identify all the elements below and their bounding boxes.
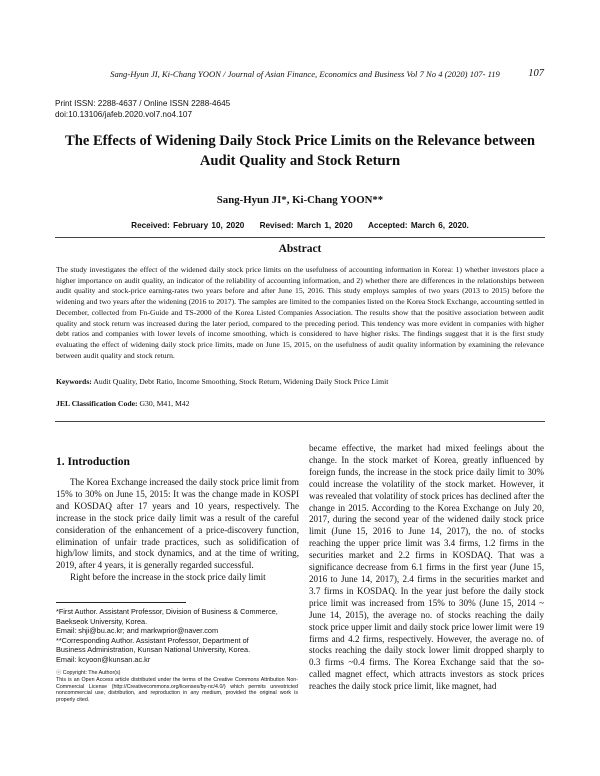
- issn-block: [55, 99, 230, 120]
- copyright-icon: ⓒ: [56, 670, 63, 676]
- doi-line: doi:10.13106/jafeb.2020.vol7.no4.107: [55, 109, 193, 119]
- authors: Sang-Hyun JI*, Ki-Chang YOON**: [216, 194, 384, 206]
- jel-text: G30, M41, M42: [139, 399, 190, 408]
- keywords-label: Keywords:: [56, 377, 92, 386]
- license-text: This is an Open Access article distributed under the terms of the Creative Commons Attribution Non-Commercial License (http://Creativecommons.org/licenses/by-nc/4.0/) which permits unrestricted noncommercial use, distribution, and reproduction in any medium, provided the original work is properly cited.: [56, 676, 298, 704]
- keywords: [56, 377, 546, 386]
- footnote-email: Email: kcyoon@kunsan.ac.kr: [56, 654, 151, 664]
- keywords-text: Audit Quality, Debt Ratio, Income Smoothing, Stock Return, Widening Daily Stock Price Limit: [93, 377, 389, 386]
- paragraph: became effective, the market had mixed feelings about the change. In the stock market of Korea, greatly influenced by foreign funds, the increase in the stock price daily limit to 30% could increase the volatility of the stock market. However, it was revealed that volatility of stock prices has declined after the change in 2015. According to the Korea Exchange on July 20, 2017, during the second year of the widened daily stock price limit (June 15, 2016 to June 14, 2017), the no. of stocks reaching the upper price limit was 3.4 firms, 1.2 firms in the securities market and 2.2 firms in KOSDAQ. That was a significance decrease from 6.1 firms in the first year (June 15, 2016 to June 14, 2017), 2.4 firms in the securities market and 3.7 firms in KOSDAQ. In the year just before the daily stock price limit was increased from 15% to 30% (June 15, 2014 ~ June 14, 2015), the average no. of stocks reaching the daily stock price upper limit and daily stock price lower limit were 19 firms and 4.2 firms, respectively. However, the average no. of stocks reaching the daily stock lower limit dropped sharply to 0.3 firms ~0.4 firms. The Korea Exchange said that the so-called magnet effect, which attracts investors as stock prices reaches the daily stock price limit, like magnet, had: [309, 443, 544, 692]
- running-header: [40, 69, 560, 83]
- issn-line: Print ISSN: 2288-4637 / Online ISSN 2288-4645: [55, 99, 231, 108]
- accepted-date: Accepted: March 6, 2020.: [367, 221, 469, 230]
- footnotes: [56, 607, 298, 665]
- received-date: Received: February 10, 2020: [131, 221, 245, 230]
- revised-date: Revised: March 1, 2020: [259, 221, 353, 230]
- abstract-heading: Abstract: [278, 243, 322, 255]
- submission-dates: [0, 221, 600, 230]
- paper-title: The Effects of Widening Daily Stock Price Limits on the Relevance between Audit Quality and Stock Return: [64, 133, 536, 169]
- abstract-body: The study investigates the effect of the widened daily stock price limits on the usefulness of accounting information in Korea: 1) whether investors place a higher importance on audit quality, an indicator of the reliability of accounting information, and 2) whether there are differences in the relationships between audit quality and stock-price earning-rates two years before and after June 15, 2016. This study employs samples of two years (2013 to 2015) before the widening and two years after the widening (2016 to 2017). The samples are limited to the companies listed on the Korea Stock Exchange, accounting settled in December, collected from Fn-Guide and TS-2000 of the Korea Listed Companies Association. The results show that the positive association between audit quality and stock return was increased during the later period, compared to the preceding period. This tendency was more evident in companies with higher debt ratios and companies with lower levels of income smoothing, which is considered to have higher risks. The findings suggest that it is the first study evaluating the effect of widening daily stock price limits, made on June 15, 2015, on the usefulness of audit quality information by examining the relevance between audit quality and stock return.: [56, 265, 544, 360]
- left-column: [56, 477, 299, 584]
- section-heading: 1. Introduction: [56, 456, 130, 468]
- footnote-line: Business Administration, Kunsan National University, Korea.: [56, 645, 251, 655]
- footnote-line: *First Author. Assistant Professor, Division of Business & Commerce,: [56, 607, 278, 616]
- footnote-divider: [56, 602, 186, 603]
- paragraph: The Korea Exchange increased the daily stock price limit from 15% to 30% on June 15, 2015: It was the change made in KOSPI and KOSDAQ after 17 years and 10 years, respectively. The increase in the stock price daily limit was a result of the careful consideration of the enhancement of a price-discovery function, elimination of unfair trade practices, such as solidification of high/low limits, and stock dynamics, and at the time of writing, 2019, after 4 years, it is generally regarded successful.: [56, 477, 299, 571]
- running-header-text: Sang-Hyun JI, Ki-Chang YOON / Journal of Asian Finance, Economics and Business Vol 7 No 4 (2020) 107- 119: [110, 69, 500, 79]
- footnote-email: Email: shji@bu.ac.kr; and markwprior@naver.com: [56, 626, 219, 636]
- page-number: 107: [528, 68, 544, 79]
- jel-label: JEL Classification Code:: [56, 399, 138, 408]
- footnote-line: **Corresponding Author. Assistant Professor, Department of: [56, 635, 249, 645]
- right-column: [309, 443, 544, 693]
- copyright-line: ⓒ Copyright: The Author(s): [56, 670, 121, 676]
- copyright-notice: [56, 670, 298, 704]
- jel-codes: [56, 399, 546, 408]
- paragraph: Right before the increase in the stock price daily limit: [70, 572, 266, 583]
- footnote-line: Baekseok University, Korea.: [56, 616, 148, 626]
